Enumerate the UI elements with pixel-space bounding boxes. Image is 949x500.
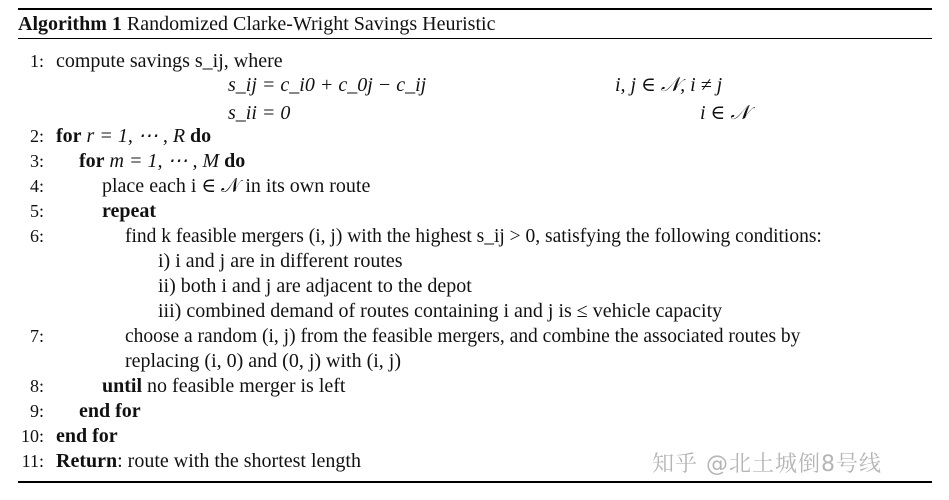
keyword-for: for	[79, 150, 105, 172]
line-text: iii) combined demand of routes containing i and j is ≤ vehicle capacity	[158, 300, 723, 322]
line-number: 7:	[29, 326, 44, 346]
keyword-do: do	[224, 150, 246, 172]
line-number: 8:	[29, 376, 44, 396]
line-text: find k feasible mergers (i, j) with the highest s_ij > 0, satisfying the following conditions:	[125, 226, 822, 247]
equation-left: s_ii = 0	[228, 102, 291, 124]
line-number: 3:	[29, 151, 44, 171]
watermark-text: 知乎 @北土城倒8号线	[652, 452, 882, 477]
line-number: 5:	[29, 201, 44, 221]
line-number: 1:	[29, 51, 44, 71]
line-text: replacing (i, 0) and (0, j) with (i, j)	[125, 350, 402, 372]
line-text: ii) both i and j are adjacent to the depot	[158, 275, 472, 297]
return-text: : route with the shortest length	[117, 450, 361, 472]
equation-left: s_ij = c_i0 + c_0j − c_ij	[228, 74, 427, 96]
loop-range: m = 1, ⋯ , M	[109, 150, 220, 172]
keyword-end-for: end for	[79, 400, 141, 422]
keyword-until: until	[102, 375, 143, 397]
algorithm-label: Algorithm 1	[18, 13, 122, 35]
keyword-repeat: repeat	[102, 200, 157, 222]
line-text: place each i ∈ 𝒩 in its own route	[102, 175, 371, 197]
line-number: 11:	[21, 451, 44, 471]
top-rule	[18, 8, 932, 10]
loop-range: r = 1, ⋯ , R	[86, 125, 186, 147]
line-number: 10:	[20, 426, 44, 446]
keyword-do: do	[190, 125, 212, 147]
line-number: 4:	[29, 176, 44, 196]
equation-condition: i, j ∈ 𝒩, i ≠ j	[615, 74, 723, 96]
equation-condition: i ∈ 𝒩	[700, 102, 750, 124]
title-rule	[18, 38, 932, 39]
keyword-return: Return	[56, 450, 118, 472]
keyword-for: for	[56, 125, 82, 147]
line-number: 9:	[29, 401, 44, 421]
until-condition: no feasible merger is left	[147, 375, 346, 397]
keyword-end-for: end for	[56, 425, 118, 447]
line-text: choose a random (i, j) from the feasible mergers, and combine the associated routes by	[125, 326, 801, 347]
algorithm-name: Randomized Clarke-Wright Savings Heuristic	[126, 13, 496, 35]
line-text: compute savings s_ij, where	[56, 50, 283, 72]
algorithm-title	[18, 12, 495, 36]
line-text: i) i and j are in different routes	[158, 250, 403, 272]
line-number: 6:	[29, 226, 44, 246]
line-number: 2:	[29, 126, 44, 146]
bottom-rule	[18, 481, 932, 483]
